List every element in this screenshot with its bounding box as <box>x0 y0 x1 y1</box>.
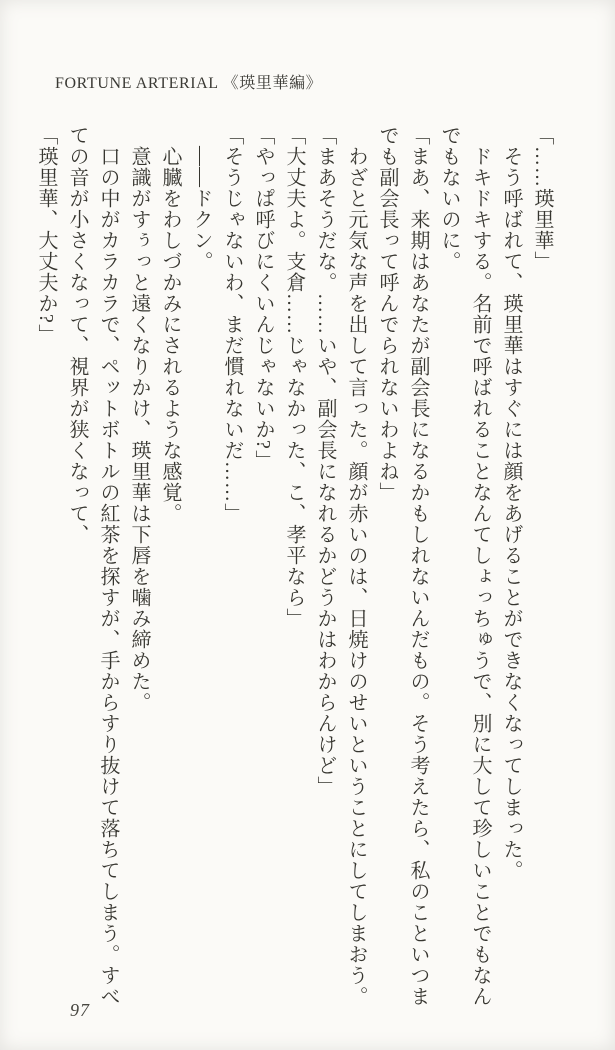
book-title: FORTUNE ARTERIAL 《瑛里華編》 <box>55 75 323 92</box>
page-number: 97 <box>70 1000 90 1020</box>
paragraph: 口の中がカラカラで、ペットボトルの紅茶を探すが、手からすり抜けて落ちてしまう。すべての音が小さくなって、視界が狭くなって、 <box>66 125 119 1007</box>
paragraph: 「そうじゃないわ、まだ慣れないだ……」 <box>221 125 243 524</box>
paragraph: 「まあ、来期はあなたが副会長になるかもしれないんだもの。そう考えたら、私のこといつまでも副会長って呼んでられないわよね」 <box>376 125 429 1007</box>
paragraph: ドキドキする。名前で呼ばれることなんてしょっちゅうで、別に大して珍しいことでもなんでもないのに。 <box>438 125 491 1007</box>
paragraph: わざと元気な声を出して言った。顔が赤いのは、日焼けのせいということにしてしまおう。 <box>345 146 367 1007</box>
paragraph: 「まあそうだな。……いや、副会長になれるかどうかはわからんけど」 <box>314 125 336 797</box>
running-header <box>55 70 322 93</box>
paragraph: 「瑛里華、大丈夫か?」 <box>35 125 57 345</box>
paragraph: 心臓をわしづかみにされるような感覚。 <box>159 146 181 524</box>
paragraph: 「やっぱ呼びにくいんじゃないか?」 <box>252 125 274 471</box>
paragraph: 「……瑛里華」 <box>531 125 553 272</box>
paragraph: そう呼ばれて、瑛里華はすぐには顔をあげることができなくなってしまった。 <box>500 146 522 881</box>
main-text <box>25 125 557 1009</box>
paragraph: 意識がすぅっと遠くなりかけ、瑛里華は下唇を噛み締めた。 <box>128 146 150 713</box>
paragraph: ――ドクン。 <box>190 146 212 272</box>
paragraph: 「大丈夫よ。支倉……じゃなかった、こ、孝平なら」 <box>283 125 305 629</box>
